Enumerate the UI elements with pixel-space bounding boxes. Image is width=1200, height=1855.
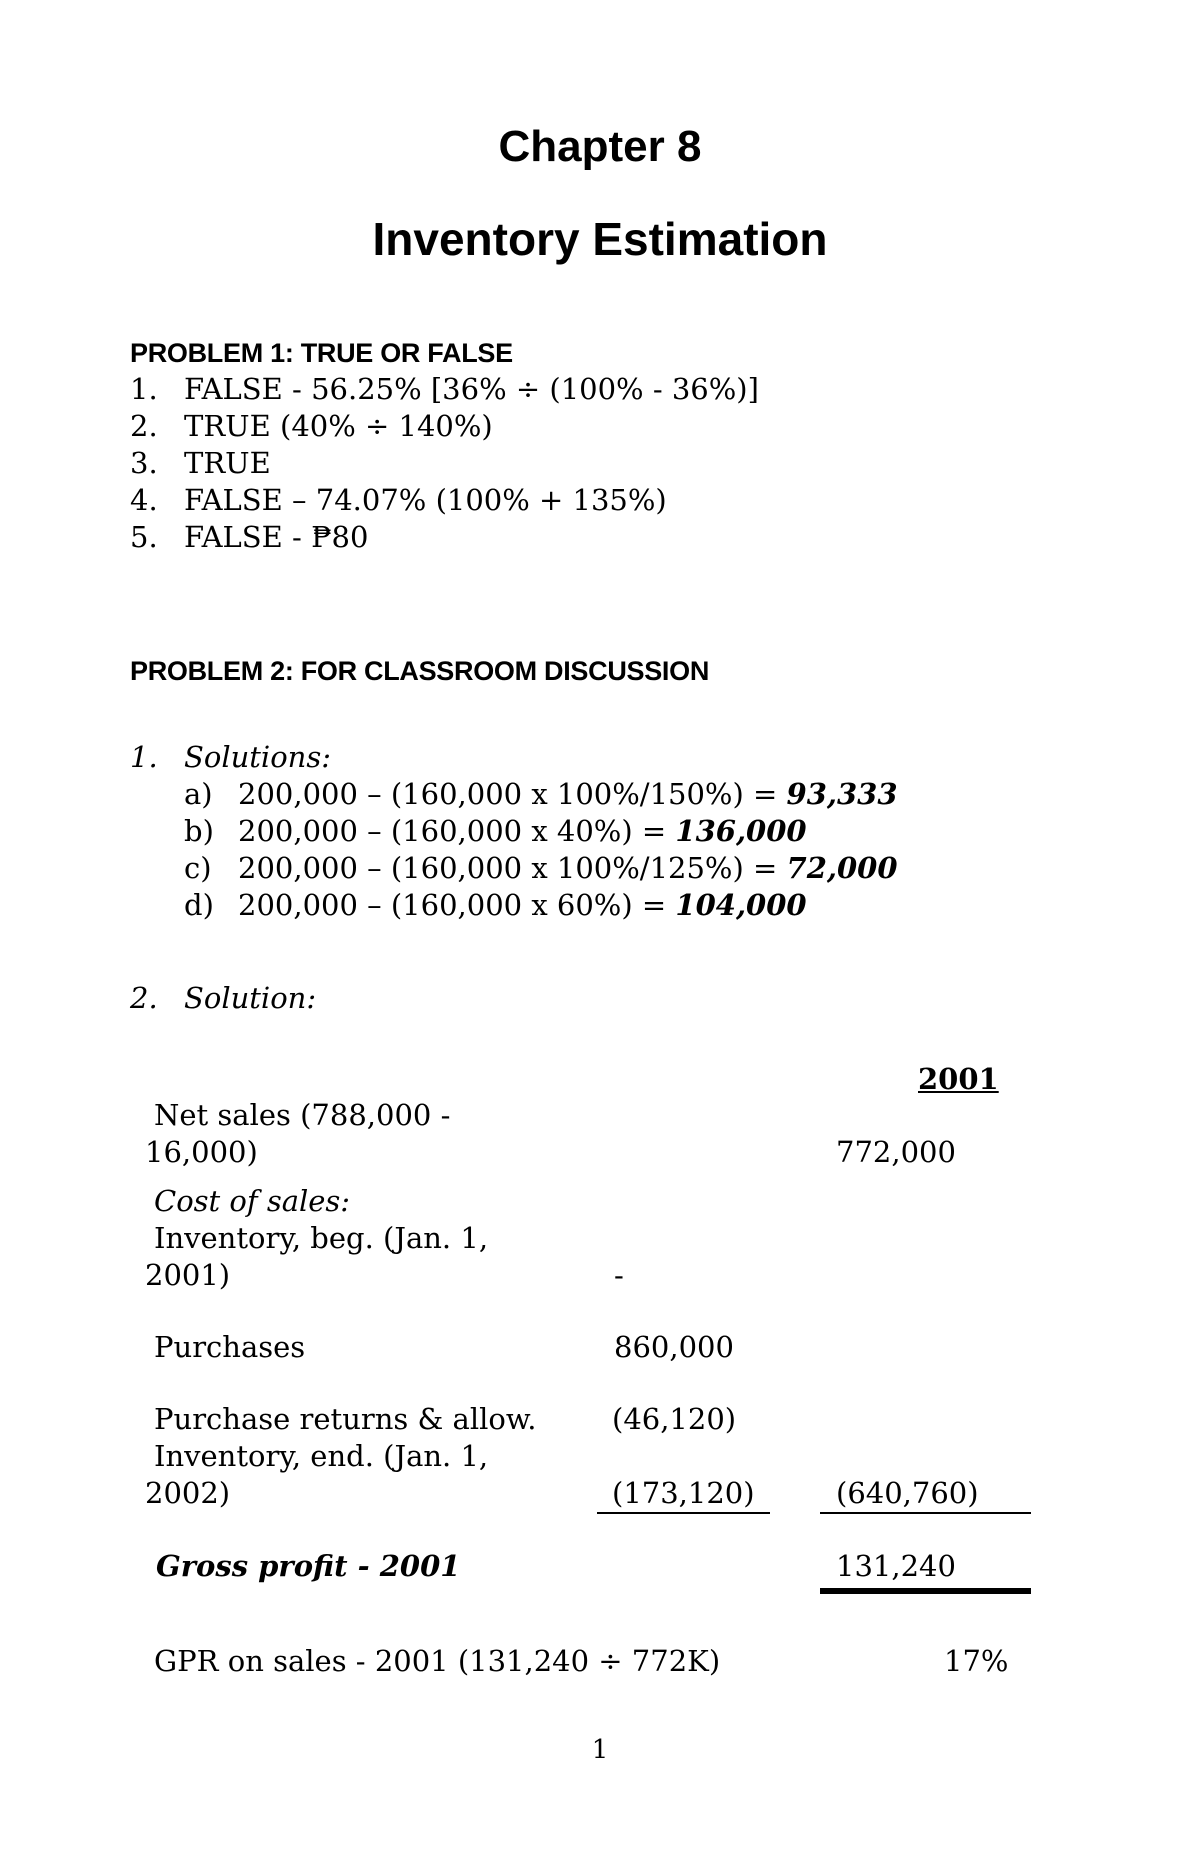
item-text: FALSE - ₱80 [184, 520, 369, 554]
solution-line [238, 814, 807, 848]
inventory-beg-value: - [614, 1258, 624, 1292]
item-number: 1. [130, 740, 158, 774]
page-number: 1 [591, 1735, 609, 1765]
purchases-label: Purchases [154, 1330, 306, 1364]
solution-letter: c) [184, 851, 212, 885]
solution-row [184, 814, 807, 848]
item-text: TRUE (40% ÷ 140%) [184, 409, 493, 443]
solution-expression: 200,000 – (160,000 x 100%/125%) = [238, 851, 787, 885]
solution-letter: a) [184, 777, 213, 811]
problem-2-heading: PROBLEM 2: FOR CLASSROOM DISCUSSION [130, 656, 710, 686]
solution-expression: 200,000 – (160,000 x 40%) = [238, 814, 676, 848]
net-sales-label-line1: Net sales (788,000 - [154, 1098, 451, 1132]
inventory-end-value: (173,120) [612, 1476, 755, 1510]
inventory-end-label-line1: Inventory, end. (Jan. 1, [154, 1439, 489, 1473]
gross-profit-value: 131,240 [836, 1549, 956, 1583]
solution-letter: b) [184, 814, 214, 848]
chapter-subtitle: Inventory Estimation [372, 213, 828, 265]
solution-line [238, 888, 807, 922]
chapter-title: Chapter 8 [498, 122, 702, 171]
solution-expression: 200,000 – (160,000 x 60%) = [238, 888, 676, 922]
solution-expression: 200,000 – (160,000 x 100%/150%) = [238, 777, 787, 811]
item-number: 5. [130, 520, 158, 554]
cost-of-sales-label: Cost of sales: [154, 1184, 351, 1218]
solution-letter: d) [184, 888, 214, 922]
item-number: 4. [130, 483, 158, 517]
purchase-returns-label: Purchase returns & allow. [154, 1402, 537, 1436]
purchases-value: 860,000 [614, 1330, 734, 1364]
solution-line [238, 777, 898, 811]
net-sales-label-line2: 16,000) [145, 1135, 258, 1169]
item-text: TRUE [184, 446, 271, 480]
gpr-value: 17% [944, 1644, 1009, 1678]
solution-row [184, 851, 898, 885]
item-text: FALSE – 74.07% (100% + 135%) [184, 483, 667, 517]
solutions-label: Solutions: [184, 740, 331, 774]
total-underline [820, 1512, 1031, 1514]
year-header: 2001 [918, 1062, 999, 1096]
item-number: 2. [130, 981, 158, 1015]
solution-line [238, 851, 898, 885]
purchase-returns-value: (46,120) [612, 1402, 737, 1436]
solution-answer: 72,000 [786, 851, 898, 885]
gpr-label: GPR on sales - 2001 (131,240 ÷ 772K) [154, 1644, 721, 1678]
inventory-beg-label-line1: Inventory, beg. (Jan. 1, [154, 1221, 489, 1255]
inventory-end-label-line2: 2002) [145, 1476, 231, 1510]
problem-1-heading: PROBLEM 1: TRUE OR FALSE [130, 338, 513, 368]
item-number: 1. [130, 372, 158, 406]
item-number: 3. [130, 446, 158, 480]
double-underline [820, 1588, 1031, 1594]
inventory-beg-label-line2: 2001) [145, 1258, 231, 1292]
net-sales-value: 772,000 [836, 1135, 956, 1169]
solution-answer: 136,000 [675, 814, 807, 848]
item-text: FALSE - 56.25% [36% ÷ (100% - 36%)] [184, 372, 759, 406]
solution-row [184, 888, 807, 922]
solution-row [184, 777, 898, 811]
solution-answer: 93,333 [786, 777, 898, 811]
solution-answer: 104,000 [675, 888, 807, 922]
item-number: 2. [130, 409, 158, 443]
subtotal-underline [597, 1512, 770, 1514]
gross-profit-label: Gross profit - 2001 [156, 1549, 461, 1583]
cost-of-sales-total: (640,760) [836, 1476, 979, 1510]
solution-label: Solution: [184, 981, 317, 1015]
